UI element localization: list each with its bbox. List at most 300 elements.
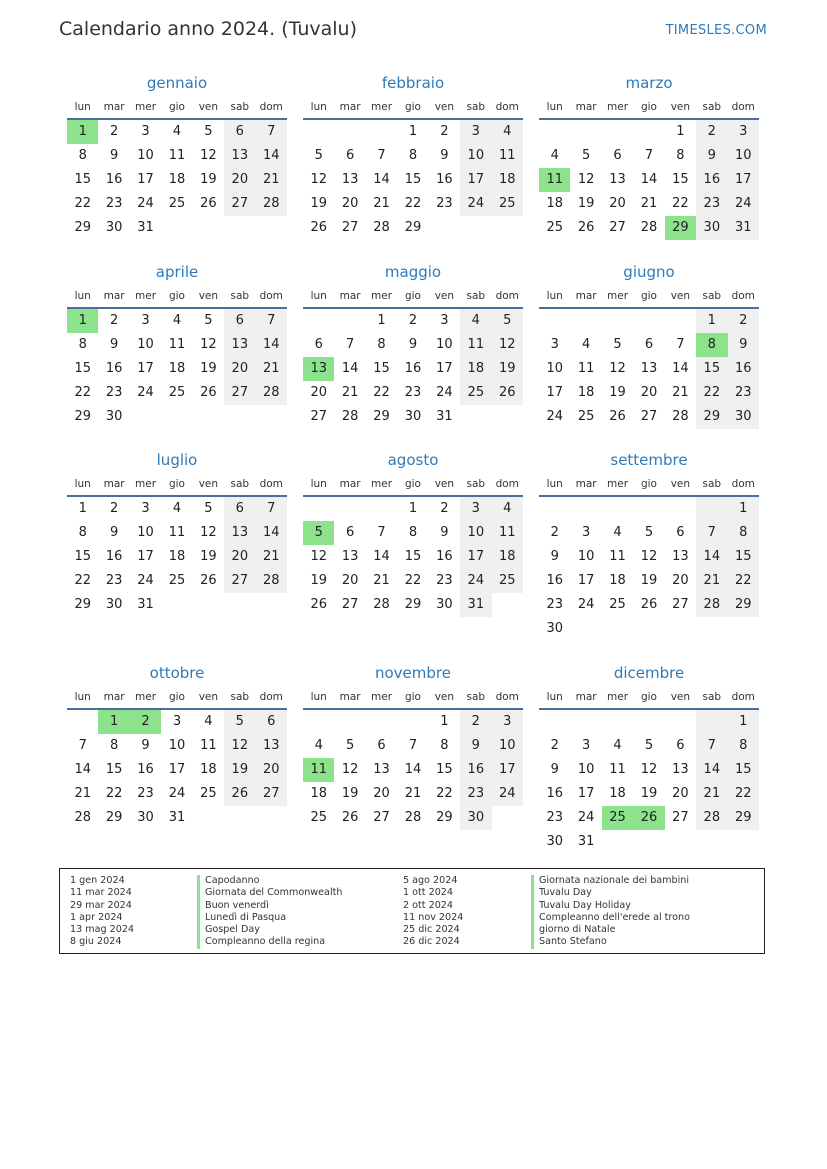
weekday-label: mer xyxy=(135,101,157,113)
day-cell: 11 xyxy=(492,521,523,545)
day-cell: 24 xyxy=(460,569,491,593)
day-cell: 9 xyxy=(109,148,119,163)
day-cell: 4 xyxy=(460,309,491,333)
weekday-label: sab xyxy=(702,101,722,113)
legend-names-left xyxy=(205,875,342,949)
day-cell: 1 xyxy=(67,309,98,333)
day-cell: 18 xyxy=(168,549,186,564)
empty-cell xyxy=(161,593,192,617)
week-row xyxy=(539,144,759,168)
day-cell: 2 xyxy=(728,309,759,333)
day-cell: 28 xyxy=(373,597,390,612)
weekday-label: mer xyxy=(135,478,157,490)
empty-cell xyxy=(460,405,491,429)
day-cell: 11 xyxy=(168,525,186,540)
day-cell: 14 xyxy=(256,144,287,168)
weekday-header xyxy=(67,475,287,493)
day-cell: 19 xyxy=(310,573,327,588)
empty-cell xyxy=(256,405,287,429)
day-cell: 29 xyxy=(74,409,91,424)
weekday-label: gio xyxy=(168,691,185,703)
day-cell: 2 xyxy=(109,501,119,516)
day-cell: 10 xyxy=(577,762,595,777)
day-cell: 7 xyxy=(676,337,685,352)
month-name: ottobre xyxy=(149,664,205,682)
legend-dates-right xyxy=(403,875,463,949)
day-cell: 29 xyxy=(404,220,422,235)
day-cell: 8 xyxy=(440,738,449,753)
empty-cell xyxy=(665,497,696,521)
day-cell: 16 xyxy=(436,172,453,187)
day-cell: 9 xyxy=(728,333,759,357)
day-cell: 12 xyxy=(200,525,217,540)
empty-cell xyxy=(366,497,397,521)
weekday-label: mer xyxy=(607,101,629,113)
week-row xyxy=(539,569,759,593)
week-row xyxy=(539,357,759,381)
day-cell: 19 xyxy=(200,361,217,376)
day-cell: 5 xyxy=(644,525,654,540)
day-cell: 22 xyxy=(728,569,759,593)
week-row xyxy=(539,192,759,216)
day-cell: 6 xyxy=(256,710,287,734)
empty-cell xyxy=(602,120,633,144)
day-cell: 3 xyxy=(141,124,150,139)
day-cell: 5 xyxy=(314,148,323,163)
day-cell: 18 xyxy=(460,357,491,381)
week-row xyxy=(303,806,523,830)
day-cell: 3 xyxy=(550,337,559,352)
day-cell: 6 xyxy=(345,525,355,540)
day-cell: 3 xyxy=(141,501,150,516)
day-cell: 29 xyxy=(404,597,422,612)
day-cell: 8 xyxy=(377,337,386,352)
weekday-label: dom xyxy=(731,290,755,302)
day-cell: 19 xyxy=(640,573,658,588)
day-cell: 15 xyxy=(404,172,422,187)
day-cell: 25 xyxy=(168,196,186,211)
day-cell: 8 xyxy=(696,333,727,357)
month-name: giugno xyxy=(623,263,675,281)
weekday-label: dom xyxy=(259,691,283,703)
day-cell: 6 xyxy=(224,120,255,144)
day-cell: 10 xyxy=(137,337,154,352)
day-cell: 8 xyxy=(109,738,119,753)
week-row xyxy=(67,333,287,357)
day-cell: 12 xyxy=(200,337,217,352)
weekday-label: gio xyxy=(404,691,421,703)
day-cell: 13 xyxy=(224,521,255,545)
day-cell: 28 xyxy=(256,381,287,405)
weekday-label: mar xyxy=(339,691,361,703)
empty-cell xyxy=(429,216,460,240)
day-cell: 10 xyxy=(436,337,453,352)
day-cell: 17 xyxy=(460,545,491,569)
day-cell: 28 xyxy=(672,409,689,424)
weekday-label: gio xyxy=(640,290,657,302)
week-row xyxy=(303,710,523,734)
day-cell: 21 xyxy=(256,545,287,569)
day-cell: 25 xyxy=(609,597,626,612)
day-cell: 22 xyxy=(672,196,689,211)
weekday-label: dom xyxy=(731,478,755,490)
day-cell: 23 xyxy=(404,385,422,400)
week-row xyxy=(303,593,523,617)
weekday-header xyxy=(303,98,523,116)
legend-date: 29 mar 2024 xyxy=(70,899,132,911)
day-cell: 31 xyxy=(137,220,154,235)
day-cell: 29 xyxy=(696,405,727,429)
month-agosto xyxy=(303,449,523,617)
day-cell: 21 xyxy=(696,782,727,806)
empty-cell xyxy=(665,309,696,333)
day-cell: 14 xyxy=(74,762,91,777)
day-cell: 20 xyxy=(224,168,255,192)
day-cell: 6 xyxy=(377,738,386,753)
day-cell: 4 xyxy=(492,120,523,144)
day-cell: 7 xyxy=(377,525,386,540)
day-cell: 20 xyxy=(672,786,689,801)
day-cell: 24 xyxy=(492,782,523,806)
weekday-label: ven xyxy=(434,478,455,490)
day-cell: 25 xyxy=(168,385,186,400)
week-row xyxy=(539,405,759,429)
day-cell: 20 xyxy=(310,385,327,400)
weekday-label: mar xyxy=(103,478,125,490)
day-cell: 4 xyxy=(172,124,182,139)
site-link[interactable]: TIMESLES.COM xyxy=(665,23,767,38)
empty-cell xyxy=(334,710,365,734)
day-cell: 15 xyxy=(696,357,727,381)
day-cell: 4 xyxy=(204,714,213,729)
day-cell: 28 xyxy=(696,806,727,830)
week-row xyxy=(539,782,759,806)
week-row xyxy=(67,405,287,429)
empty-cell xyxy=(303,497,334,521)
empty-cell xyxy=(696,830,727,854)
day-cell: 17 xyxy=(137,549,154,564)
day-cell: 1 xyxy=(78,501,87,516)
weekday-label: sab xyxy=(702,290,722,302)
day-cell: 25 xyxy=(200,786,217,801)
day-cell: 13 xyxy=(224,333,255,357)
day-cell: 22 xyxy=(728,782,759,806)
day-cell: 25 xyxy=(602,806,633,830)
empty-cell xyxy=(539,497,570,521)
day-cell: 20 xyxy=(373,786,390,801)
week-row xyxy=(539,521,759,545)
day-cell: 23 xyxy=(105,573,123,588)
day-cell: 8 xyxy=(78,337,87,352)
week-row xyxy=(67,758,287,782)
day-cell: 8 xyxy=(728,521,759,545)
week-row xyxy=(303,545,523,569)
day-cell: 22 xyxy=(105,786,123,801)
week-row xyxy=(539,545,759,569)
day-cell: 20 xyxy=(224,357,255,381)
day-cell: 20 xyxy=(256,758,287,782)
week-row xyxy=(303,357,523,381)
legend-holiday-name: Gospel Day xyxy=(205,924,260,936)
week-row xyxy=(67,734,287,758)
day-cell: 31 xyxy=(137,597,154,612)
day-cell: 22 xyxy=(74,573,91,588)
empty-cell xyxy=(224,806,255,830)
day-cell: 13 xyxy=(672,762,689,777)
empty-cell xyxy=(256,806,287,830)
day-cell: 5 xyxy=(613,337,622,352)
week-row xyxy=(539,333,759,357)
day-cell: 7 xyxy=(408,738,418,753)
weekday-label: sab xyxy=(466,478,486,490)
day-cell: 22 xyxy=(74,385,91,400)
empty-cell xyxy=(366,120,397,144)
day-cell: 3 xyxy=(460,497,491,521)
empty-cell xyxy=(602,617,633,641)
day-cell: 18 xyxy=(492,545,523,569)
weekday-label: mer xyxy=(371,101,393,113)
empty-cell xyxy=(193,405,224,429)
day-cell: 14 xyxy=(696,545,727,569)
month-name: agosto xyxy=(387,451,439,469)
weekday-label: mer xyxy=(135,691,157,703)
weekday-label: mar xyxy=(575,478,597,490)
weekday-header xyxy=(303,287,523,305)
day-cell: 27 xyxy=(609,220,626,235)
day-cell: 24 xyxy=(168,786,186,801)
weekday-header xyxy=(67,688,287,706)
week-row xyxy=(67,216,287,240)
day-cell: 24 xyxy=(137,573,154,588)
week-row xyxy=(303,381,523,405)
day-cell: 20 xyxy=(640,385,658,400)
legend-date: 25 dic 2024 xyxy=(403,924,460,936)
weekday-label: ven xyxy=(434,691,455,703)
day-cell: 29 xyxy=(373,409,390,424)
day-cell: 14 xyxy=(696,758,727,782)
day-cell: 20 xyxy=(224,545,255,569)
day-cell: 24 xyxy=(577,810,595,825)
day-cell: 29 xyxy=(728,593,759,617)
day-cell: 10 xyxy=(137,525,154,540)
day-cell: 7 xyxy=(345,337,355,352)
day-cell: 10 xyxy=(460,521,491,545)
legend-date: 1 apr 2024 xyxy=(70,911,123,923)
empty-cell xyxy=(224,216,255,240)
weekday-label: gio xyxy=(404,478,421,490)
day-cell: 23 xyxy=(460,782,491,806)
month-name: luglio xyxy=(156,451,198,469)
empty-cell xyxy=(161,216,192,240)
weekday-label: dom xyxy=(495,290,519,302)
day-cell: 4 xyxy=(581,337,591,352)
day-cell: 23 xyxy=(546,810,563,825)
week-row xyxy=(539,309,759,333)
day-cell: 29 xyxy=(105,810,123,825)
weekday-label: mar xyxy=(103,290,125,302)
day-cell: 15 xyxy=(672,172,689,187)
day-cell: 19 xyxy=(200,172,217,187)
day-cell: 1 xyxy=(408,501,418,516)
weekday-label: dom xyxy=(731,101,755,113)
day-cell: 7 xyxy=(644,148,654,163)
day-cell: 30 xyxy=(728,405,759,429)
day-cell: 16 xyxy=(105,549,123,564)
weekday-header xyxy=(67,287,287,305)
day-cell: 10 xyxy=(492,734,523,758)
empty-cell xyxy=(224,593,255,617)
day-cell: 31 xyxy=(168,810,186,825)
month-name: febbraio xyxy=(381,74,445,92)
weekday-label: gio xyxy=(404,101,421,113)
day-cell: 30 xyxy=(137,810,154,825)
day-cell: 12 xyxy=(200,148,217,163)
day-cell: 4 xyxy=(613,525,622,540)
legend-holiday-name: Compleanno dell'erede al trono xyxy=(539,911,690,923)
legend-holiday-name: Tuvalu Day xyxy=(539,887,592,899)
day-cell: 19 xyxy=(492,357,523,381)
day-cell: 6 xyxy=(644,337,654,352)
empty-cell xyxy=(570,497,601,521)
weekday-label: sab xyxy=(702,478,722,490)
weekday-label: lun xyxy=(546,290,563,302)
day-cell: 23 xyxy=(105,385,123,400)
empty-cell xyxy=(303,710,334,734)
day-cell: 21 xyxy=(640,196,658,211)
day-cell: 25 xyxy=(546,220,563,235)
day-cell: 5 xyxy=(345,738,355,753)
weekday-label: sab xyxy=(230,478,250,490)
day-cell: 2 xyxy=(109,124,119,139)
day-cell: 9 xyxy=(550,762,559,777)
week-row xyxy=(67,569,287,593)
legend-holiday-name: Lunedì di Pasqua xyxy=(205,911,287,923)
day-cell: 28 xyxy=(74,810,91,825)
day-cell: 26 xyxy=(200,573,217,588)
day-cell: 30 xyxy=(436,597,453,612)
day-cell: 22 xyxy=(74,196,91,211)
day-cell: 16 xyxy=(105,172,123,187)
day-cell: 24 xyxy=(460,192,491,216)
day-cell: 27 xyxy=(341,220,359,235)
empty-cell xyxy=(728,830,759,854)
day-cell: 24 xyxy=(546,409,563,424)
month-aprile xyxy=(67,261,287,429)
day-cell: 10 xyxy=(137,148,154,163)
day-cell: 25 xyxy=(492,192,523,216)
day-cell: 29 xyxy=(74,220,91,235)
day-cell: 4 xyxy=(492,497,523,521)
day-cell: 7 xyxy=(696,734,727,758)
week-row xyxy=(67,192,287,216)
weekday-label: mar xyxy=(575,101,597,113)
day-cell: 3 xyxy=(581,525,591,540)
day-cell: 26 xyxy=(200,196,217,211)
day-cell: 6 xyxy=(314,337,323,352)
month-name: dicembre xyxy=(613,664,685,682)
day-cell: 27 xyxy=(373,810,390,825)
day-cell: 8 xyxy=(728,734,759,758)
legend-holiday-name: Capodanno xyxy=(205,875,260,886)
weekday-header xyxy=(303,688,523,706)
weekday-label: ven xyxy=(670,101,691,113)
weekday-label: gio xyxy=(168,290,185,302)
weekday-label: sab xyxy=(466,290,486,302)
day-cell: 10 xyxy=(460,144,491,168)
day-cell: 30 xyxy=(105,409,123,424)
day-cell: 28 xyxy=(404,810,422,825)
day-cell: 8 xyxy=(78,525,87,540)
day-cell: 11 xyxy=(539,168,570,192)
day-cell: 17 xyxy=(137,172,154,187)
legend-holiday-name: Santo Stefano xyxy=(539,936,607,948)
day-cell: 18 xyxy=(492,168,523,192)
day-cell: 27 xyxy=(672,810,689,825)
day-cell: 28 xyxy=(256,569,287,593)
week-row xyxy=(67,497,287,521)
legend-holiday-name: Compleanno della regina xyxy=(205,936,326,948)
weekday-label: ven xyxy=(434,290,455,302)
day-cell: 2 xyxy=(460,710,491,734)
day-cell: 21 xyxy=(74,786,91,801)
legend-holiday-name: giorno di Natale xyxy=(539,924,616,936)
weekday-label: gio xyxy=(404,290,421,302)
day-cell: 21 xyxy=(672,385,689,400)
day-cell: 14 xyxy=(672,361,689,376)
weekday-label: lun xyxy=(546,101,563,113)
day-cell: 26 xyxy=(224,782,255,806)
day-cell: 22 xyxy=(404,196,422,211)
day-cell: 6 xyxy=(224,497,255,521)
empty-cell xyxy=(633,120,664,144)
empty-cell xyxy=(633,309,664,333)
empty-cell xyxy=(696,710,727,734)
week-row xyxy=(303,405,523,429)
day-cell: 28 xyxy=(373,220,390,235)
weekday-label: ven xyxy=(434,101,455,113)
day-cell: 9 xyxy=(440,148,449,163)
day-cell: 24 xyxy=(436,385,453,400)
day-cell: 12 xyxy=(640,762,658,777)
day-cell: 16 xyxy=(404,361,422,376)
empty-cell xyxy=(696,617,727,641)
weekday-label: lun xyxy=(74,101,91,113)
day-cell: 13 xyxy=(640,361,658,376)
month-name: novembre xyxy=(375,664,451,682)
weekday-label: ven xyxy=(670,478,691,490)
day-cell: 28 xyxy=(341,409,359,424)
day-cell: 27 xyxy=(224,569,255,593)
legend-date: 1 gen 2024 xyxy=(70,875,125,886)
day-cell: 18 xyxy=(546,196,563,211)
weekday-label: mar xyxy=(575,691,597,703)
empty-cell xyxy=(665,617,696,641)
day-cell: 8 xyxy=(408,148,418,163)
weekday-header xyxy=(539,98,759,116)
day-cell: 3 xyxy=(728,120,759,144)
day-cell: 1 xyxy=(696,309,727,333)
legend-dates-left xyxy=(70,875,134,949)
weekday-header xyxy=(539,688,759,706)
day-cell: 18 xyxy=(310,786,327,801)
day-cell: 24 xyxy=(137,196,154,211)
day-cell: 9 xyxy=(408,337,418,352)
week-row xyxy=(67,357,287,381)
week-row xyxy=(67,710,287,734)
empty-cell xyxy=(492,405,523,429)
day-cell: 26 xyxy=(200,385,217,400)
day-cell: 23 xyxy=(436,573,453,588)
